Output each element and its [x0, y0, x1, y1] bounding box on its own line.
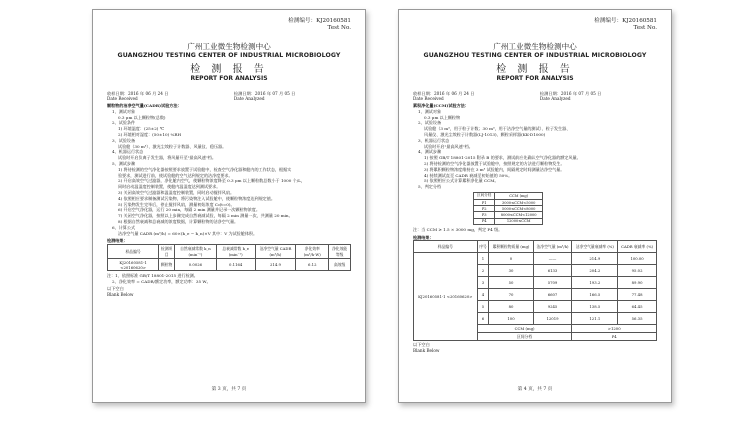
table-cell: 0: [489, 253, 533, 265]
table-header-cell: 样品编号: [108, 245, 159, 259]
org-name-en: GUANGZHOU TESTING CENTER OF INDUSTRIAL MICROBIOLOGY: [117, 52, 341, 59]
table-header-cell: 净化效能等级: [329, 245, 351, 259]
date-analyzed: 检测日期：2016 年 07 月 05 日: [539, 91, 602, 96]
table-cell: 5709: [533, 277, 572, 289]
method-line: 同时启动温湿度控制装置，使舱内温湿度达到测试要求。: [118, 184, 221, 190]
table-header-cell: 洁净空气量 (m³/h): [533, 241, 572, 253]
test-no-label: Test No.: [633, 25, 657, 31]
table-cell: 6133: [533, 265, 572, 277]
table-cell: 70: [489, 289, 533, 301]
sample-number-cell: KJ20160581-1 <20160620>: [414, 253, 478, 341]
report-page-4: [398, 9, 672, 403]
table-cell: P4: [474, 218, 495, 224]
blank-below-cn: 以下空白: [107, 285, 124, 291]
org-name-cn: 广州工业微生物检测中心: [493, 42, 577, 51]
date-received: 收样日期：2016 年 06 月 24 日: [107, 91, 169, 96]
table-cell: P2: [474, 206, 495, 212]
method-line: 5) 污染物发生完毕后，停止搅拌风扇，测量初始浓度 C₀(t=0)。: [118, 201, 235, 207]
method-line: 洁净空气量 CADR (m³/h) = 60×(k_e − k_n)×V 其中：V 为试验舱体积。: [118, 230, 258, 236]
grade-note: 注：当 CCM ≥ 1.5 × 3000 mg，判定 P4 级。: [413, 226, 503, 232]
table-header-cell: 累积颗粒物质量 (mg): [489, 241, 533, 253]
table-header-cell: 洁净空气量衰减率 (%): [572, 241, 618, 253]
blank-below-en: Blank Below: [107, 291, 134, 297]
report-title-en: REPORT FOR ANALYSIS: [496, 75, 574, 82]
method-line: 4) 依照相应要求制备测试污染物，将污染物注入试验舱中，使颗粒物浓度达到规定值。: [118, 195, 275, 201]
method-line: 5、判定分档: [418, 184, 442, 190]
note-1: 注：1、依照标准 GB/T 18801-2015 进行检测。: [107, 273, 198, 279]
method-line: 7) 关闭空气净化器，按照以上步骤完成自然衰减试验，每隔 2 min 测量一次，共测量 20 min。: [118, 213, 293, 219]
table-cell: 8000≤CCM<12000: [495, 212, 543, 218]
method-line: 3、机器运行状态: [418, 137, 450, 143]
method-line: 1) 环境温度：(25±2) ℃: [118, 126, 165, 132]
report-title-cn: 检 测 报 告: [190, 64, 268, 75]
ccm-value: >1200: [572, 325, 657, 333]
table-cell: 4: [477, 289, 489, 301]
table-cell: 166.5: [572, 289, 618, 301]
method-line: 2) 环境相对湿度：(50±10) %RH: [118, 131, 182, 137]
method-line: 3) 将累积颗粒物浓度维持在 3 m³ 试验舱内，间隔规定时间测量洁净空气量。: [424, 166, 565, 172]
table-cell: 6: [477, 313, 489, 325]
method-line: 0.3 μm 以上颗粒物: [424, 114, 461, 120]
table-cell: 0.0026: [175, 259, 217, 271]
method-line: 风量仪、激光尘埃粒子计数器(LJ-1013)、颗粒采样器(KK-D1000): [424, 131, 546, 137]
table-cell: 214.9: [572, 253, 618, 265]
table-cell: 3: [477, 277, 489, 289]
table-cell: 1: [477, 253, 489, 265]
method-line: 6) 开启空气净化器，运行 20 min，每隔 2 min 测量并记录一次颗粒物浓度。: [118, 207, 260, 213]
ccm-label: CCM (mg): [477, 325, 572, 333]
table-header-cell: CADR 衰减率 (%): [618, 241, 657, 253]
report-page-3: [92, 9, 366, 403]
method-line: 2) 将待检测的空气净化器放置于试验舱中，按照规定的方法进行颗粒物发生。: [424, 160, 565, 166]
table-cell: ——: [533, 253, 572, 265]
table-cell: 12019: [533, 313, 572, 325]
table-cell: 6607: [533, 289, 572, 301]
table-cell: 204.2: [572, 265, 618, 277]
method-line: 试验舱（3 m³，用于粒子计数；30 m³，用于洁净空气量的测试）、粒子发生器、: [424, 126, 571, 132]
date-row: [107, 91, 351, 101]
table-cell: KJ20160581-1 <20160620>: [108, 259, 159, 271]
table-cell: 12000≤CCM: [495, 218, 543, 224]
table-cell: 30: [489, 265, 533, 277]
report-title-en: REPORT FOR ANALYSIS: [190, 75, 268, 82]
method-line: 颗粒物的洁净空气量(CADR)试验方法：: [107, 103, 182, 108]
method-line: 3) 关闭高效空气过滤器和温湿度控制装置，同时启动搅拌风扇。: [118, 189, 235, 195]
table-cell: 193.2: [572, 277, 618, 289]
method-line: 验要求，测试进行前，使试验舱的空气达到规定的洁净度要求。: [118, 172, 233, 178]
table-cell: P1: [474, 199, 495, 205]
ccm-results-table: [413, 240, 657, 341]
date-received: 收样日期：2016 年 06 月 24 日: [413, 91, 475, 96]
table-cell: 5: [477, 301, 489, 313]
method-line: 5) 依照相应公式计算累积净化量 CCM。: [424, 178, 499, 184]
table-cell: 2: [477, 265, 489, 277]
date-received-en: Date Received: [107, 96, 138, 101]
grade-table-header: CCM (mg): [495, 192, 543, 199]
table-header-cell: 样品编号: [414, 241, 478, 253]
method-line: 2、试验条件: [112, 120, 136, 126]
table-cell: 6.12: [296, 259, 329, 271]
date-analyzed-en: Date Analyzed: [233, 96, 265, 101]
results-heading: 检测结果：: [413, 234, 434, 240]
results-heading: 检测结果：: [107, 238, 128, 244]
table-cell: 100.00: [618, 253, 657, 265]
table-cell: 100: [489, 313, 533, 325]
page-footer: 第 4 页，共 7 页: [517, 387, 553, 392]
table-header-cell: 序号: [477, 241, 489, 253]
date-received-en: Date Received: [413, 96, 444, 101]
method-text: [107, 103, 351, 236]
table-cell: 9245: [533, 301, 572, 313]
method-line: 2) 开启高效空气过滤器，净化舱内空气，使颗粒物浓度降至 0.3 μm 以上颗粒数总数小于 1000 个/L，: [118, 178, 305, 184]
table-cell: 138.5: [572, 301, 618, 313]
org-name-en: GUANGZHOU TESTING CENTER OF INDUSTRIAL MICROBIOLOGY: [423, 52, 647, 59]
method-line: 4、测试步骤: [418, 149, 442, 155]
table-header-cell: 总衰减常数 k_e (min⁻¹): [216, 245, 255, 259]
table-row: [414, 253, 657, 265]
results-table: [107, 244, 351, 271]
grade-value: P4: [572, 333, 657, 341]
table-header-cell: 检测项目: [159, 245, 175, 259]
table-cell: 64.45: [618, 301, 657, 313]
table-cell: 95.02: [618, 265, 657, 277]
method-line: 试验时开启负离子发生器，将风量开至"最高风速"档。: [118, 155, 216, 161]
page-footer: 第 3 页，共 7 页: [211, 387, 247, 392]
table-cell: 颗粒物: [159, 259, 175, 271]
method-line: 3、试验设备: [112, 137, 136, 143]
method-line: 5、测试步骤: [112, 160, 136, 166]
method-line: 4、机器运行状态: [112, 149, 144, 155]
date-analyzed-en: Date Analyzed: [539, 96, 571, 101]
date-analyzed: 检测日期：2016 年 07 月 05 日: [233, 91, 296, 96]
table-header-cell: 自然衰减常数 k_n (min⁻¹): [175, 245, 217, 259]
org-name-cn: 广州工业微生物检测中心: [187, 42, 271, 51]
grade-label: 区间分档: [477, 333, 572, 341]
method-line: 累积净化量(CCM)试验方法：: [413, 103, 469, 108]
method-line: 1) 按照 GB/T 18801-2015 附录 B 的要求，测试前应先确认空气净化器的额定风量。: [424, 155, 581, 161]
method-line: 2、试验设备: [418, 120, 442, 126]
table-cell: 5000≤CCM<8000: [495, 206, 543, 212]
blank-below-en: Blank Below: [413, 348, 440, 354]
method-line: 6、计算公式: [112, 224, 136, 230]
date-row: [413, 91, 657, 101]
table-cell: 89.90: [618, 277, 657, 289]
table-cell: P3: [474, 212, 495, 218]
test-no-label: Test No.: [327, 25, 351, 31]
blank-below-cn: 以下空白: [413, 342, 430, 348]
method-line: 试验舱（30 m³）、激光尘埃粒子计数器、风量仪、稳压器。: [118, 143, 227, 149]
table-cell: 0.1164: [216, 259, 255, 271]
table-cell: 高效级: [329, 259, 351, 271]
method-line: 8) 根据自然衰减和总衰减的浓度数据，计算颗粒物的洁净空气量。: [118, 218, 239, 224]
table-header-cell: 洁净空气量 CADR (m³/h): [255, 245, 296, 259]
report-number: 检测编号：KJ20160581: [594, 18, 657, 24]
table-cell: 50: [489, 277, 533, 289]
table-header-cell: 净化效率 (m³/h·W): [296, 245, 329, 259]
method-text: [413, 103, 657, 190]
table-cell: 56.35: [618, 313, 657, 325]
method-line: 试验时开启"最高风速"档。: [424, 143, 473, 149]
table-cell: 121.1: [572, 313, 618, 325]
method-line: 1、测试对象: [112, 108, 136, 114]
report-number: 检测编号：KJ20160581: [288, 18, 351, 24]
table-row: [108, 259, 351, 271]
table-cell: 80: [489, 301, 533, 313]
method-line: 4) 持续测试直至 CADR 衰减至初始值的 50%。: [424, 172, 513, 178]
grade-table: [473, 192, 543, 225]
method-line: 0.3 μm 以上颗粒物(总数): [118, 114, 166, 120]
table-cell: 77.48: [618, 289, 657, 301]
table-cell: 214.9: [255, 259, 296, 271]
table-cell: 3000≤CCM<5000: [495, 199, 543, 205]
method-line: 1、测试对象: [418, 108, 442, 114]
method-line: 1) 将待检测的空气净化器按照要求放置于试验舱中，检查空气净化器和舱内的工作状态，根据实: [118, 166, 292, 172]
table-row: [474, 218, 543, 224]
note-2: 2、净化效率 = CADR/额定功率，额定功率：35 W。: [112, 278, 211, 284]
report-title-cn: 检 测 报 告: [496, 64, 574, 75]
grade-table-header: 区间分档: [474, 192, 495, 199]
